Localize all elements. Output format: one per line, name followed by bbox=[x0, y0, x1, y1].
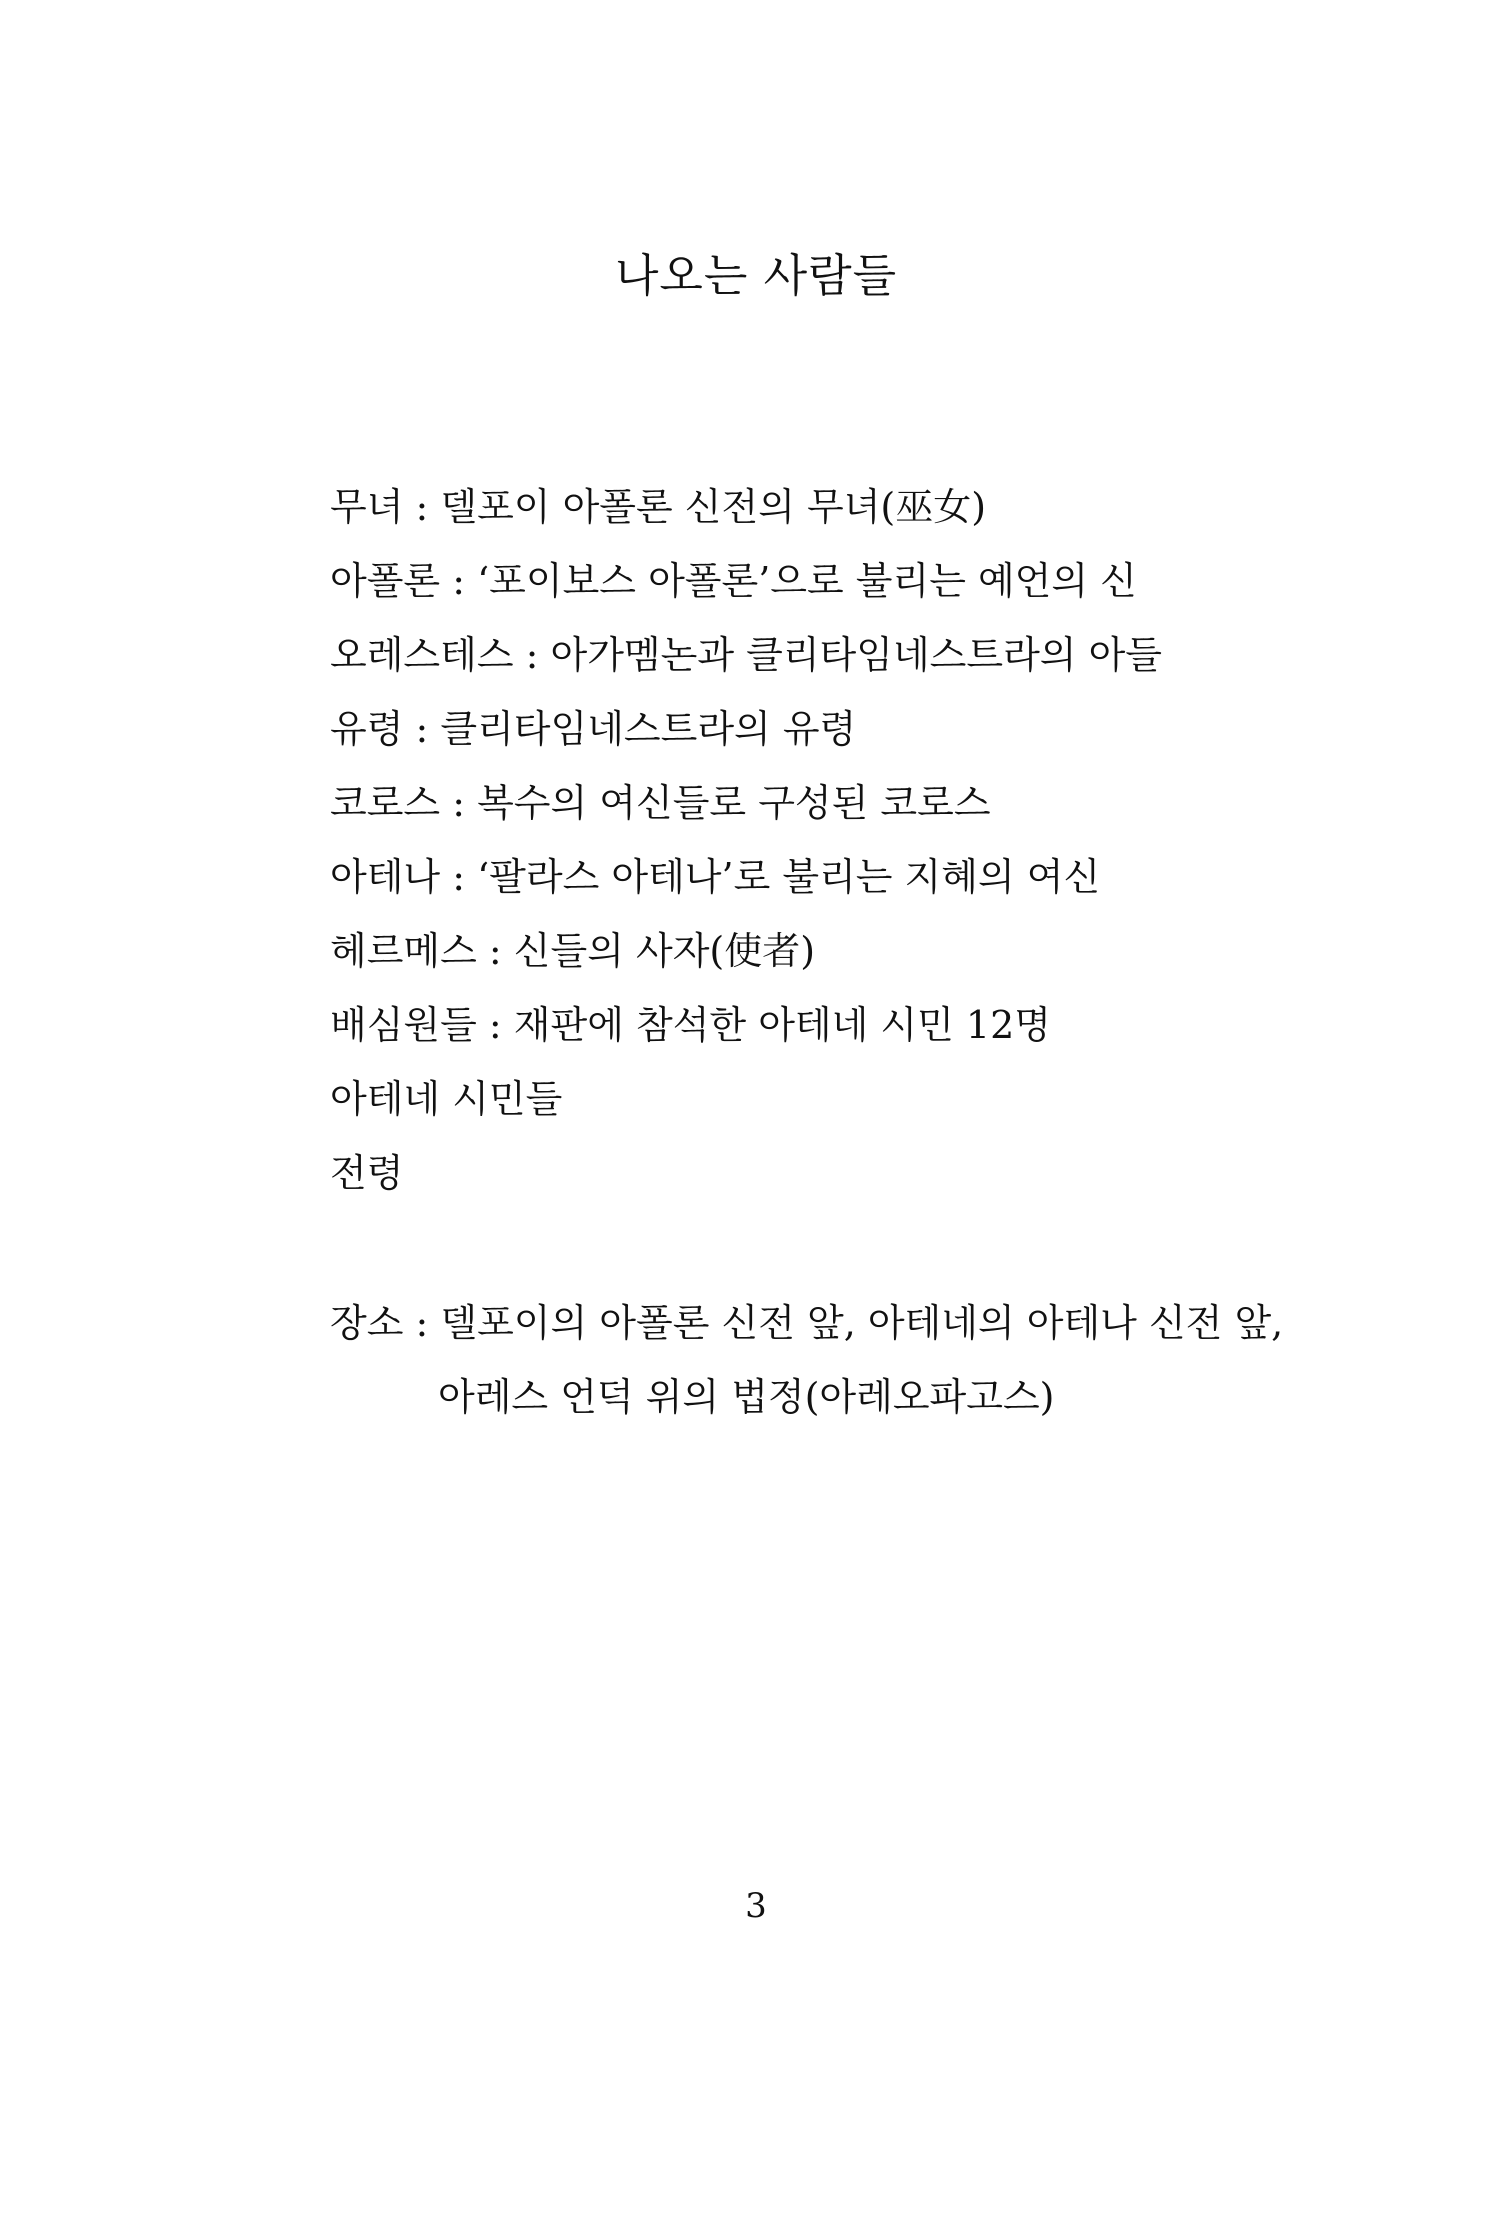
setting-line-2: 아레스 언덕 위의 법정(아레오파고스) bbox=[438, 1375, 1055, 1419]
cast-item-shaman: 무녀 : 델포이 아폴론 신전의 무녀(巫女) bbox=[330, 485, 987, 529]
setting-section bbox=[330, 1286, 1430, 1434]
cast-item-athena: 아테나 : ‘팔라스 아테나’로 불리는 지혜의 여신 bbox=[330, 855, 1101, 899]
cast-item-jurors: 배심원들 : 재판에 참석한 아테네 시민 12명 bbox=[330, 1003, 1051, 1047]
page-title: 나오는 사람들 bbox=[614, 249, 898, 302]
setting-line-1: 장소 : 델포이의 아폴론 신전 앞, 아테네의 아테나 신전 앞, bbox=[330, 1301, 1284, 1345]
page-number: 3 bbox=[745, 1886, 767, 1926]
cast-item-apollo: 아폴론 : ‘포이보스 아폴론’으로 불리는 예언의 신 bbox=[330, 559, 1137, 603]
cast-item-hermes: 헤르메스 : 신들의 사자(使者) bbox=[330, 929, 816, 973]
cast-item-herald: 전령 bbox=[330, 1151, 404, 1195]
cast-list bbox=[330, 470, 1430, 1210]
cast-item-orestes: 오레스테스 : 아가멤논과 클리타임네스트라의 아들 bbox=[330, 633, 1162, 677]
cast-item-chorus: 코로스 : 복수의 여신들로 구성된 코로스 bbox=[330, 781, 991, 825]
cast-item-citizens: 아테네 시민들 bbox=[330, 1077, 563, 1121]
cast-item-ghost: 유령 : 클리타임네스트라의 유령 bbox=[330, 707, 857, 751]
